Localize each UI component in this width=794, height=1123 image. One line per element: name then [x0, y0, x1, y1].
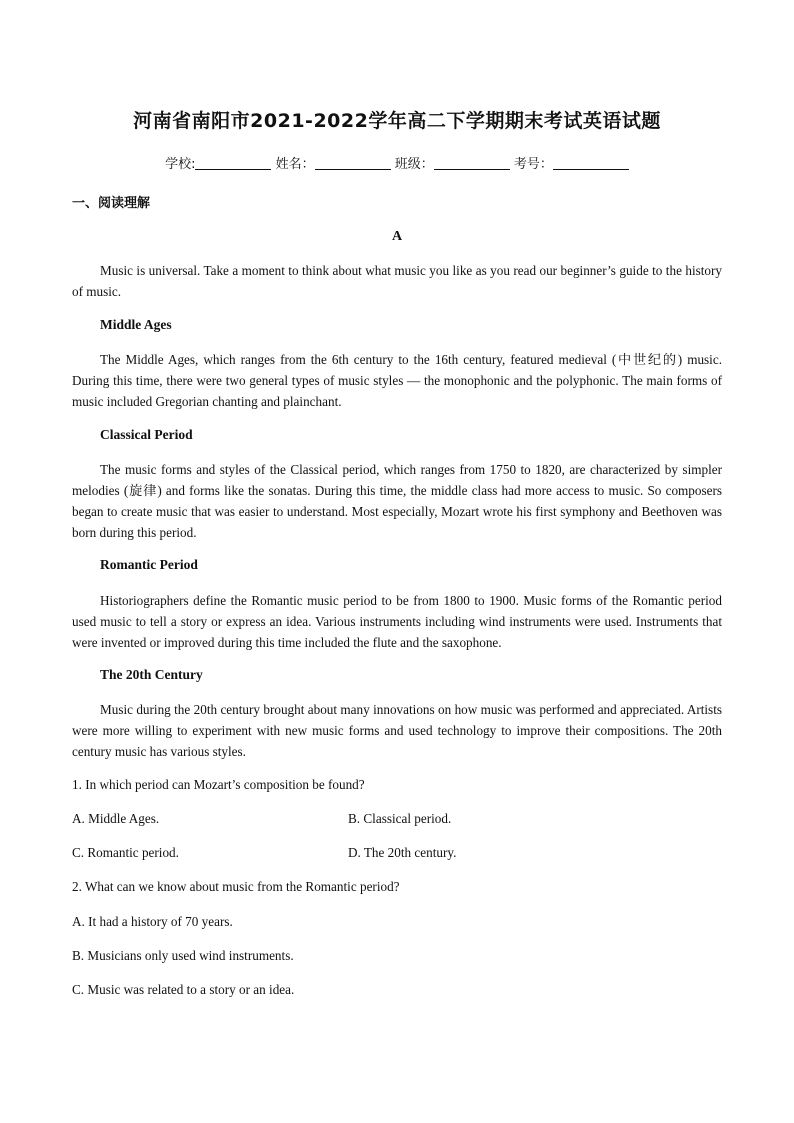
section-title: 一、阅读理解	[72, 196, 151, 211]
school-blank	[195, 155, 271, 170]
student-info-line	[0, 153, 794, 172]
question-2-option-a[interactable]: A. It had a history of 70 years.	[72, 914, 233, 929]
number-label: 考号：	[513, 157, 553, 172]
heading-middle-ages: Middle Ages	[100, 317, 172, 332]
heading-romantic-period: Romantic Period	[100, 557, 198, 572]
question-2-stem: 2. What can we know about music from the Romantic period?	[72, 879, 400, 894]
question-2-option-c[interactable]: C. Music was related to a story or an idea.	[72, 982, 295, 997]
name-label: 姓名：	[275, 157, 315, 172]
class-blank	[434, 155, 510, 170]
number-blank	[553, 155, 629, 170]
question-1-option-c[interactable]: C. Romantic period.	[72, 845, 179, 860]
heading-classical-period: Classical Period	[100, 427, 193, 442]
question-2-option-b[interactable]: B. Musicians only used wind instruments.	[72, 948, 294, 963]
page-title: 河南省南阳市2021-2022学年高二下学期期末考试英语试题	[133, 110, 661, 132]
question-1-option-a[interactable]: A. Middle Ages.	[72, 811, 160, 826]
passage-letter: A	[391, 229, 403, 244]
paragraph-20th-century: Music during the 20th century brought about many innovations on how music was performed and appreciated. Artists were more willing to experiment with new music forms and used technology to improve their compositions. The 20th century music has various styles.	[72, 702, 722, 759]
paragraph-romantic-period: Historiographers define the Romantic music period to be from 1800 to 1900. Music forms of the Romantic period used music to tell a story or express an idea. Various instruments including wind instruments were used. Instruments that were invented or improved during this time included the flute and the saxophone.	[72, 593, 722, 650]
class-label: 班级：	[394, 157, 434, 172]
question-1-option-b[interactable]: B. Classical period.	[348, 811, 452, 826]
name-blank	[315, 155, 391, 170]
question-1-option-d[interactable]: D. The 20th century.	[348, 845, 457, 860]
question-1-stem: 1. In which period can Mozart’s composition be found?	[72, 777, 365, 792]
heading-20th-century: The 20th Century	[100, 667, 203, 682]
paragraph-classical-period: The music forms and styles of the Classical period, which ranges from 1750 to 1820, are characterized by simpler melodies (旋律) and forms like the sonatas. During this time, the middle class had more access to music. So composers began to create music that was easier to understand. Most especially, Mozart wrote his first symphony and Beethoven was born during this period.	[72, 462, 722, 540]
paragraph-middle-ages: The Middle Ages, which ranges from the 6th century to the 16th century, featured medieval (中世纪的) music. During this time, there were two general types of music styles — the monophonic and the polyphonic. The main forms of music included Gregorian chanting and plainchant.	[72, 352, 722, 409]
intro-paragraph: Music is universal. Take a moment to think about what music you like as you read our beginner’s guide to the history of music.	[72, 263, 722, 299]
school-label: 学校:	[165, 157, 196, 172]
